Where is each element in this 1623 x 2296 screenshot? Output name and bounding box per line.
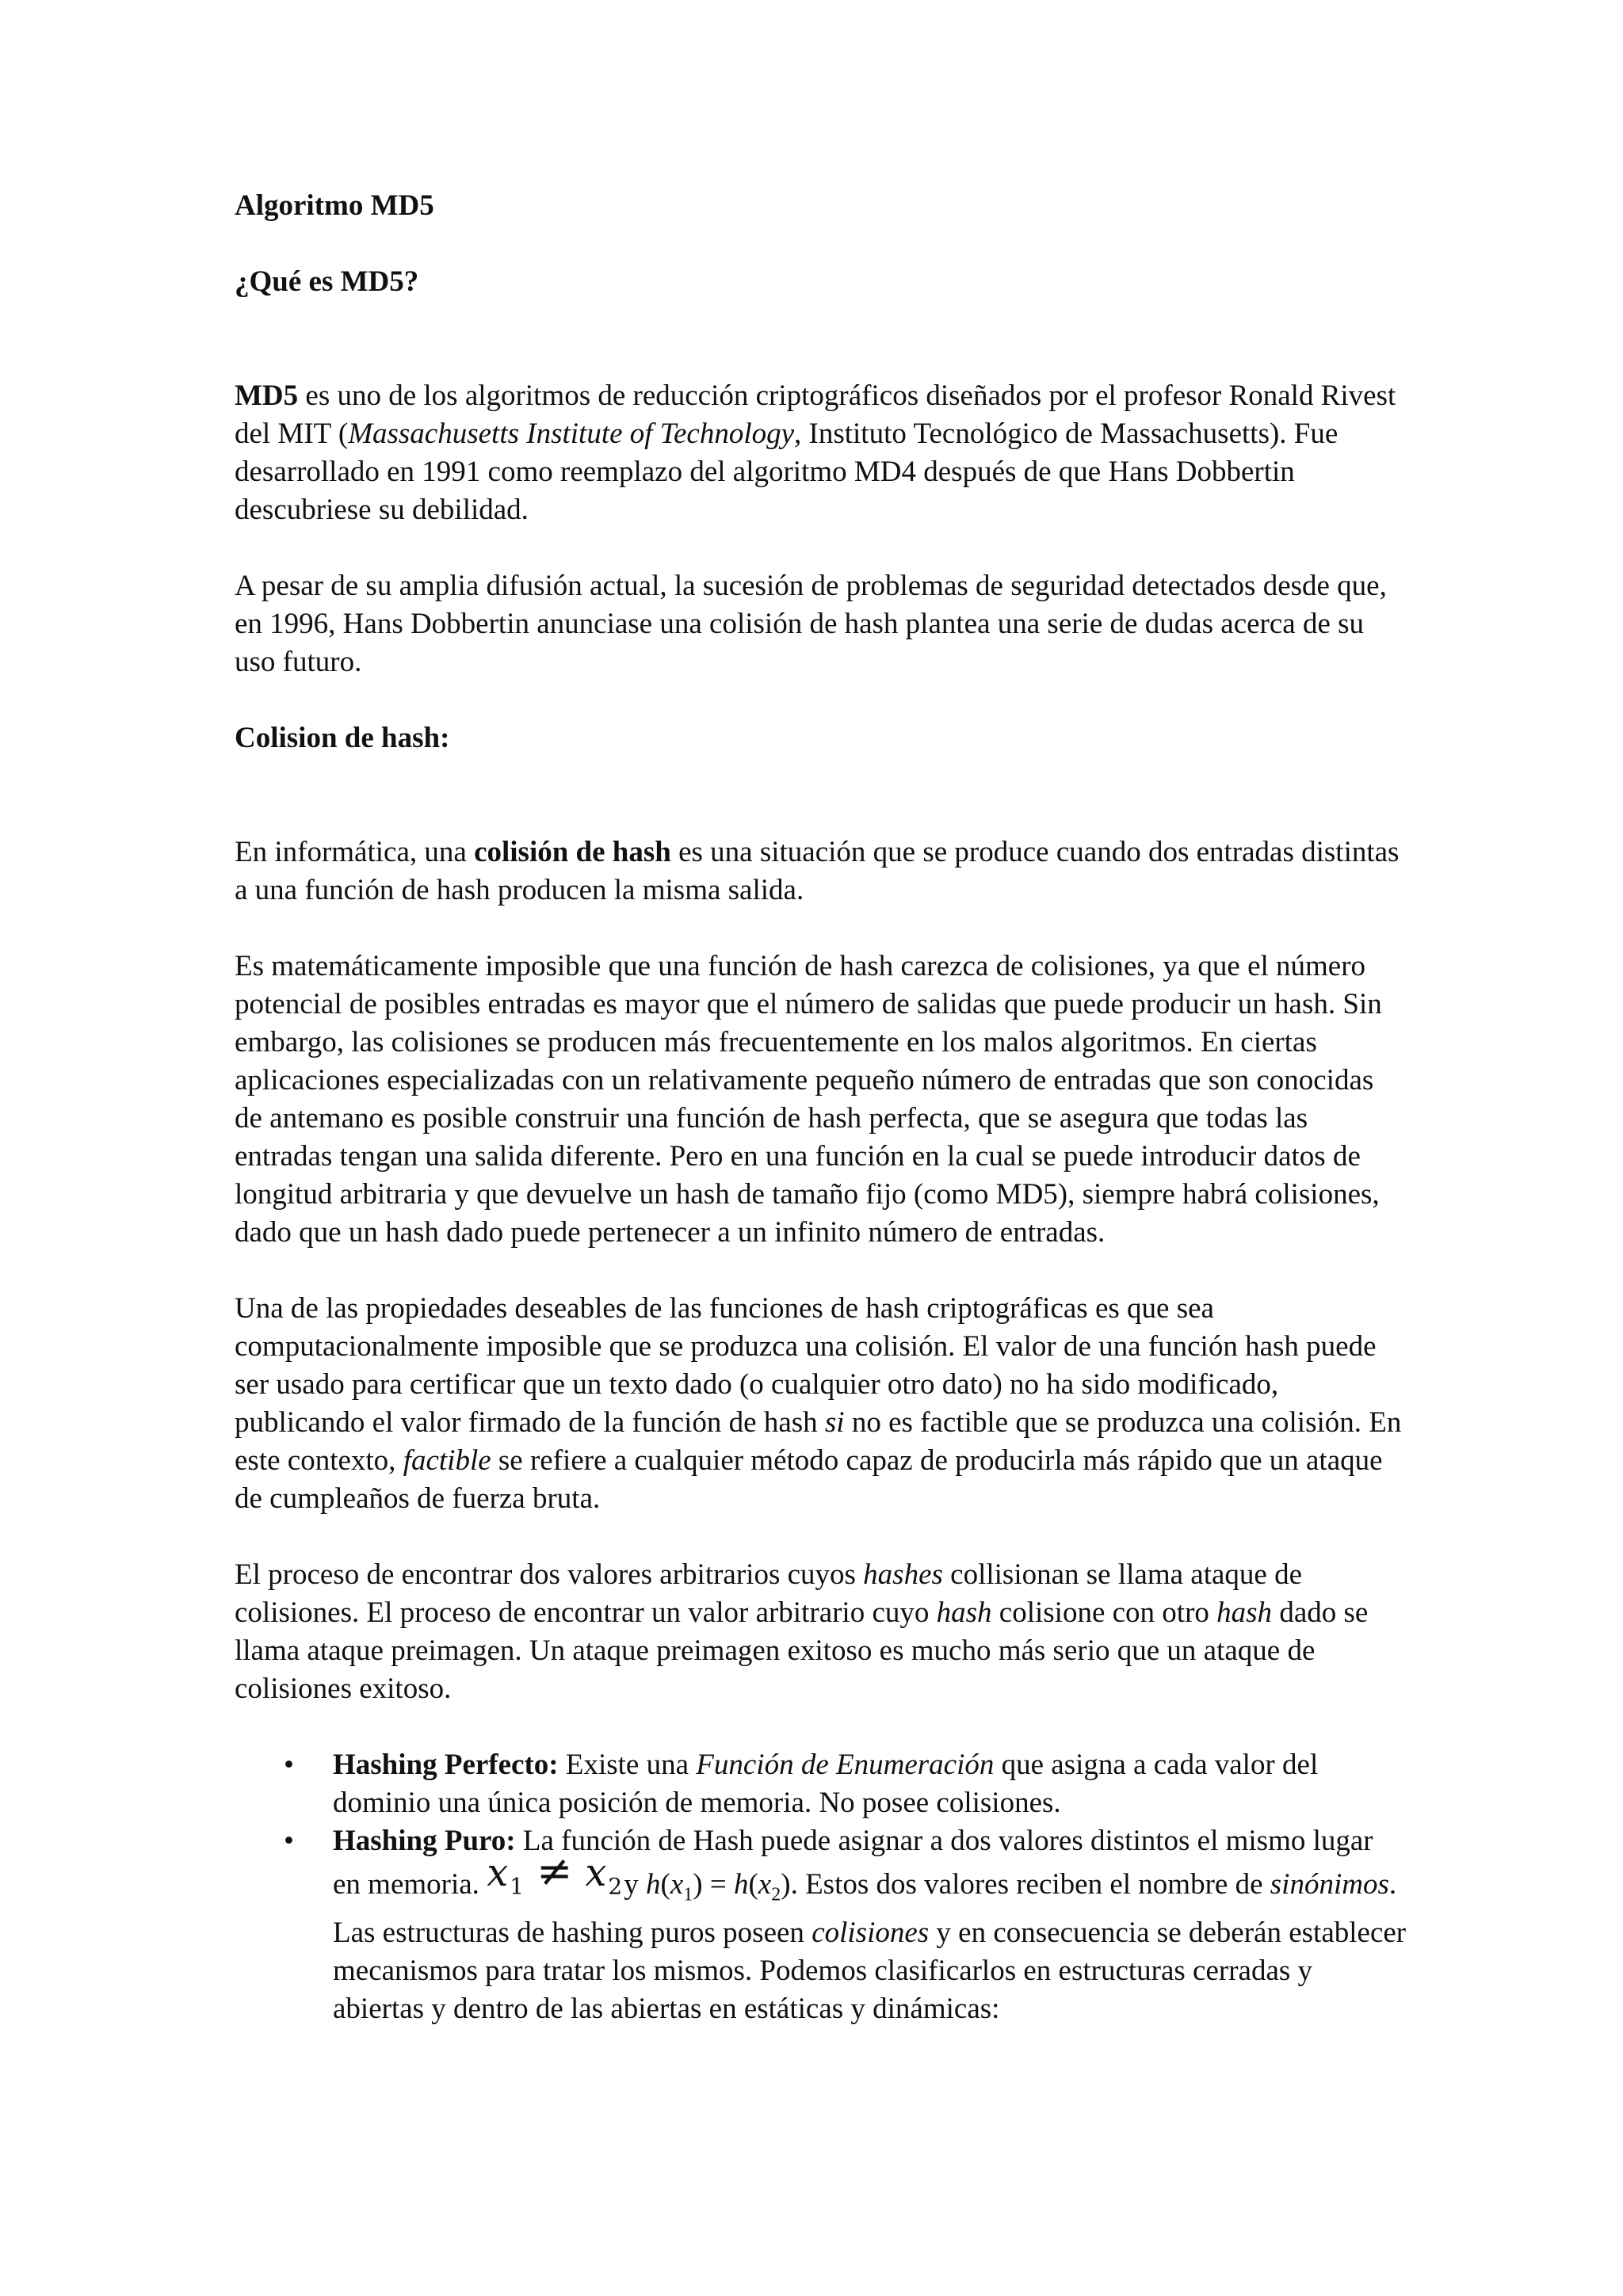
paragraph-colision-definition: En informática, una colisión de hash es una situación que se produce cuando dos entradas distintas a una función de hash producen la misma salida.	[235, 836, 1400, 906]
paragraph-propiedades: Una de las propiedades deseables de las funciones de hash criptográficas es que sea computacionalmente imposible que se produzca una colisión. El valor de una función hash puede ser usado para certificar que un texto dado (o cualquier otro dato) no ha sido modificado, publicando el valor firmado de la función de hash si no es factible que se produzca una colisión. En este contexto, factible se refiere a cualquier método capaz de producirla más rápido que un ataque de cumpleaños de fuerza bruta.	[235, 1292, 1402, 1515]
document-title: Algoritmo MD5	[235, 189, 434, 222]
section-heading-que-es: ¿Qué es MD5?	[235, 265, 419, 298]
bullet-icon: •	[284, 1749, 294, 1781]
hashing-types-list	[235, 1746, 1407, 2028]
list-item-hashing-perfecto: • Hashing Perfecto: Existe una Función de Enumeración que asigna a cada valor del dominio una única posición de memoria. No posee colisiones.	[235, 1746, 1407, 1822]
paragraph-colision-imposibilidad: Es matemáticamente imposible que una función de hash carezca de colisiones, ya que el número potencial de posibles entradas es mayor que el número de salidas que puede producir un hash. Sin embargo, las colisiones se producen más frecuentemente en los malos algoritmos. En ciertas aplicaciones especializadas con un relativamente pequeño número de entradas que son conocidas de antemano es posible construir una función de hash perfecta, que se asegura que todas las entradas tengan una salida diferente. Pero en una función en la cual se puede introducir datos de longitud arbitraria y que devuelve un hash de tamaño fijo (como MD5), siempre habrá colisiones, dado que un hash dado puede pertenecer a un infinito número de entradas.	[235, 950, 1382, 1249]
paragraph-md5-definition: MD5 es uno de los algoritmos de reducción criptográficos diseñados por el profesor Ronald Rivest del MIT (Massachusetts Institute of Technology, Instituto Tecnológico de Massachusetts). Fue desarrollado en 1991 como reemplazo del algoritmo MD4 después de que Hans Dobbertin descubriese su debilidad.	[235, 379, 1396, 526]
term-colision-de-hash: colisión de hash	[474, 836, 671, 868]
paragraph-ataques: El proceso de encontrar dos valores arbitrarios cuyos hashes collisionan se llama ataque de colisiones. El proceso de encontrar un valor arbitrario cuyo hash colisione con otro hash dado se llama ataque preimagen. Un ataque preimagen exitoso es mucho más serio que un ataque de colisiones exitoso.	[235, 1558, 1369, 1705]
term-md5: MD5	[235, 379, 299, 412]
document-page	[235, 187, 1407, 2028]
section-heading-colision: Colision de hash:	[235, 722, 450, 754]
institution-name: Massachusetts Institute of Technology	[348, 418, 795, 450]
paragraph-md5-security: A pesar de su amplia difusión actual, la sucesión de problemas de seguridad detectados desde que, en 1996, Hans Dobbertin anunciase una colisión de hash plantea una serie de dudas acerca de su uso futuro.	[235, 570, 1387, 678]
math-x1-neq-x2: $x_1 \ne x_2$	[487, 1846, 624, 1900]
bullet-icon: •	[284, 1825, 294, 1857]
list-item-hashing-puro: • Hashing Puro: La función de Hash puede asignar a dos valores distintos el mismo lugar en memoria. $x_1 \ne x_2y$ $h(x_1) = h(x_2)$. Estos dos valores reciben el nombre de sinónimos. Las estructuras de hashing puros poseen colisiones y en consecuencia se deberán establecer mecanismos para tratar los mismos. Podemos clasificarlos en estructuras cerradas y abiertas y dentro de las abiertas en estáticas y dinámicas:	[235, 1822, 1407, 2028]
